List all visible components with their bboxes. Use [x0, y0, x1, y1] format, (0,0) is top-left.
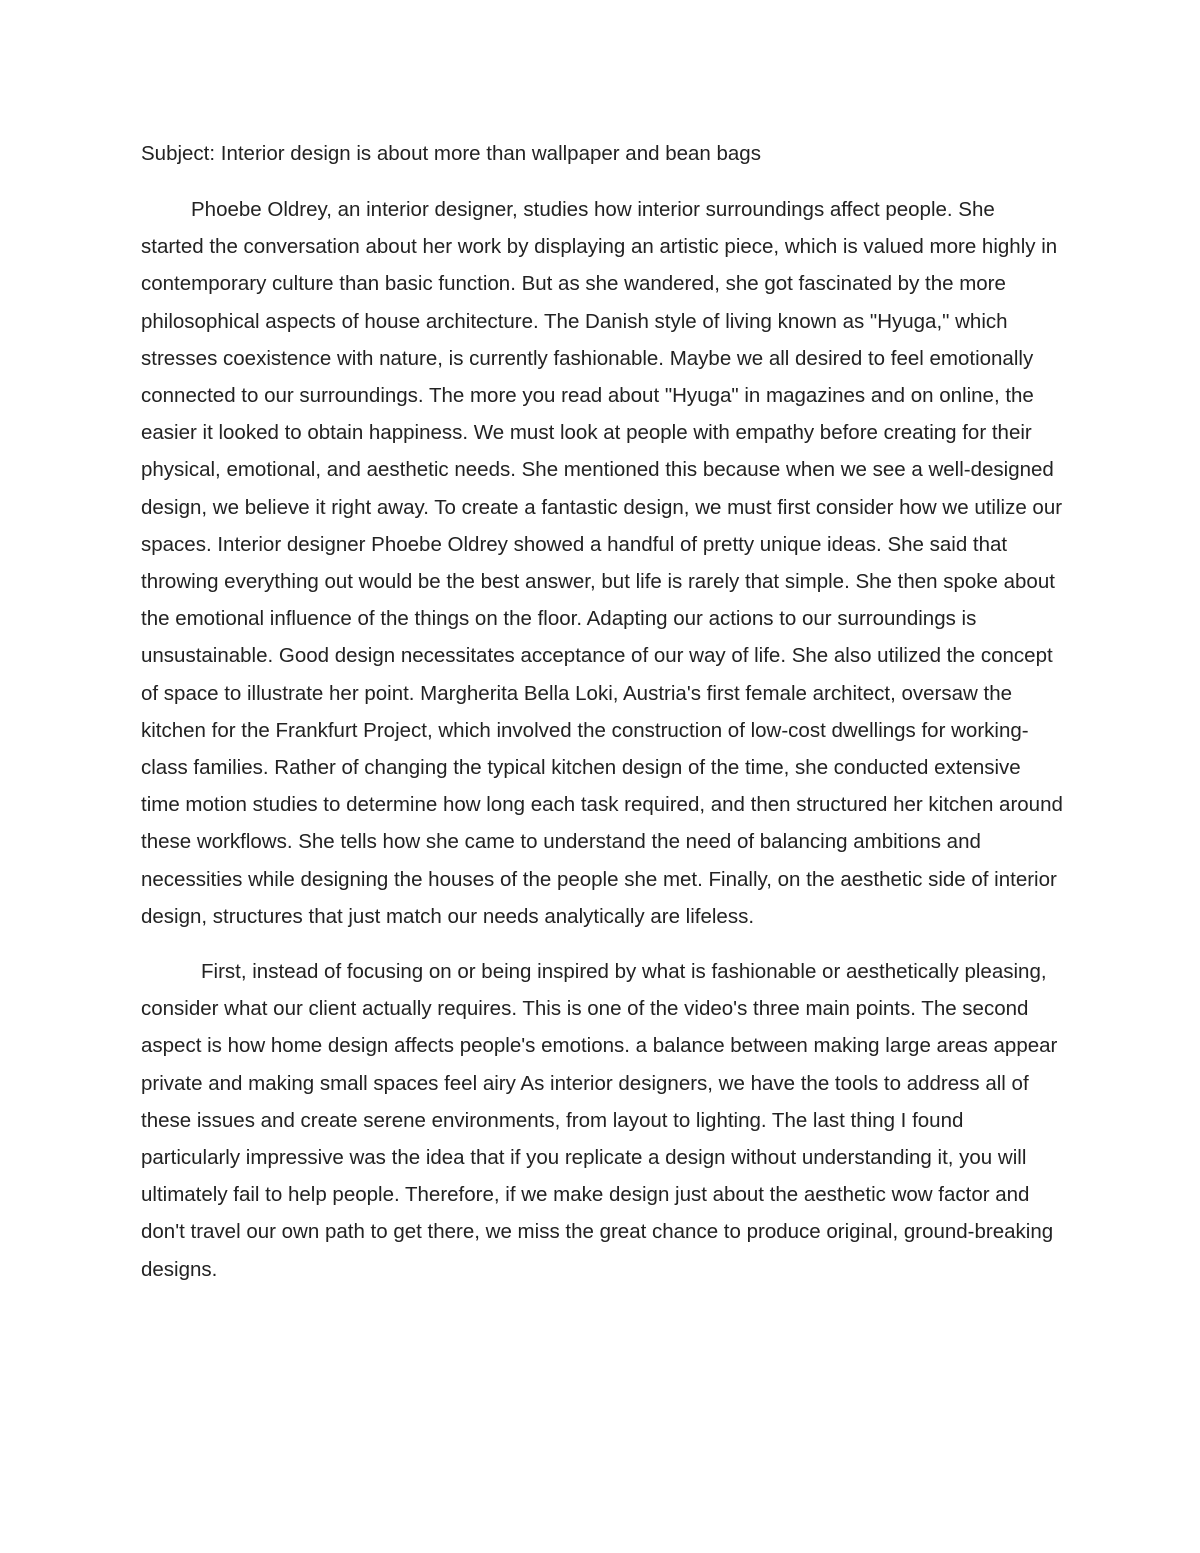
body-paragraph-2: First, instead of focusing on or being inspired by what is fashionable or aesthetically pleasing, consider what our client actually requires. This is one of the video's three main points. The second aspect is how home design affects people's emotions. a balance between making large areas appear private and making small spaces feel airy As interior designers, we have the tools to address all of these issues and create serene environments, from layout to lighting. The last thing I found particularly impressive was the idea that if you replicate a design without understanding it, you will ultimately fail to help people. Therefore, if we make design just about the aesthetic wow factor and don't travel our own path to get there, we miss the great chance to produce original, ground-breaking designs. [141, 960, 1058, 1281]
subject-line: Subject: Interior design is about more than wallpaper and bean bags [141, 142, 761, 165]
body-paragraph-1: Phoebe Oldrey, an interior designer, studies how interior surroundings affect people. She started the conversation about her work by displaying an artistic piece, which is valued more highly in contemporary culture than basic function. But as she wandered, she got fascinated by the more philosophical aspects of house architecture. The Danish style of living known as "Hyuga," which stresses coexistence with nature, is currently fashionable. Maybe we all desired to feel emotionally connected to our surroundings. The more you read about "Hyuga" in magazines and on online, the easier it looked to obtain happiness. We must look at people with empathy before creating for their physical, emotional, and aesthetic needs. She mentioned this because when we see a well-designed design, we believe it right away. To create a fantastic design, we must first consider how we utilize our spaces. Interior designer Phoebe Oldrey showed a handful of pretty unique ideas. She said that throwing everything out would be the best answer, but life is rarely that simple. She then spoke about the emotional influence of the things on the floor. Adapting our actions to our surroundings is unsustainable. Good design necessitates acceptance of our way of life. She also utilized the concept of space to illustrate her point. Margherita Bella Loki, Austria's first female architect, oversaw the kitchen for the Frankfurt Project, which involved the construction of low-cost dwellings for working-class families. Rather of changing the typical kitchen design of the time, she conducted extensive time motion studies to determine how long each task required, and then structured her kitchen around these workflows. She tells how she came to understand the need of balancing ambitions and necessities while designing the houses of the people she met. Finally, on the aesthetic side of interior design, structures that just match our needs analytically are lifeless. [141, 198, 1063, 928]
document-page [141, 139, 1063, 1288]
